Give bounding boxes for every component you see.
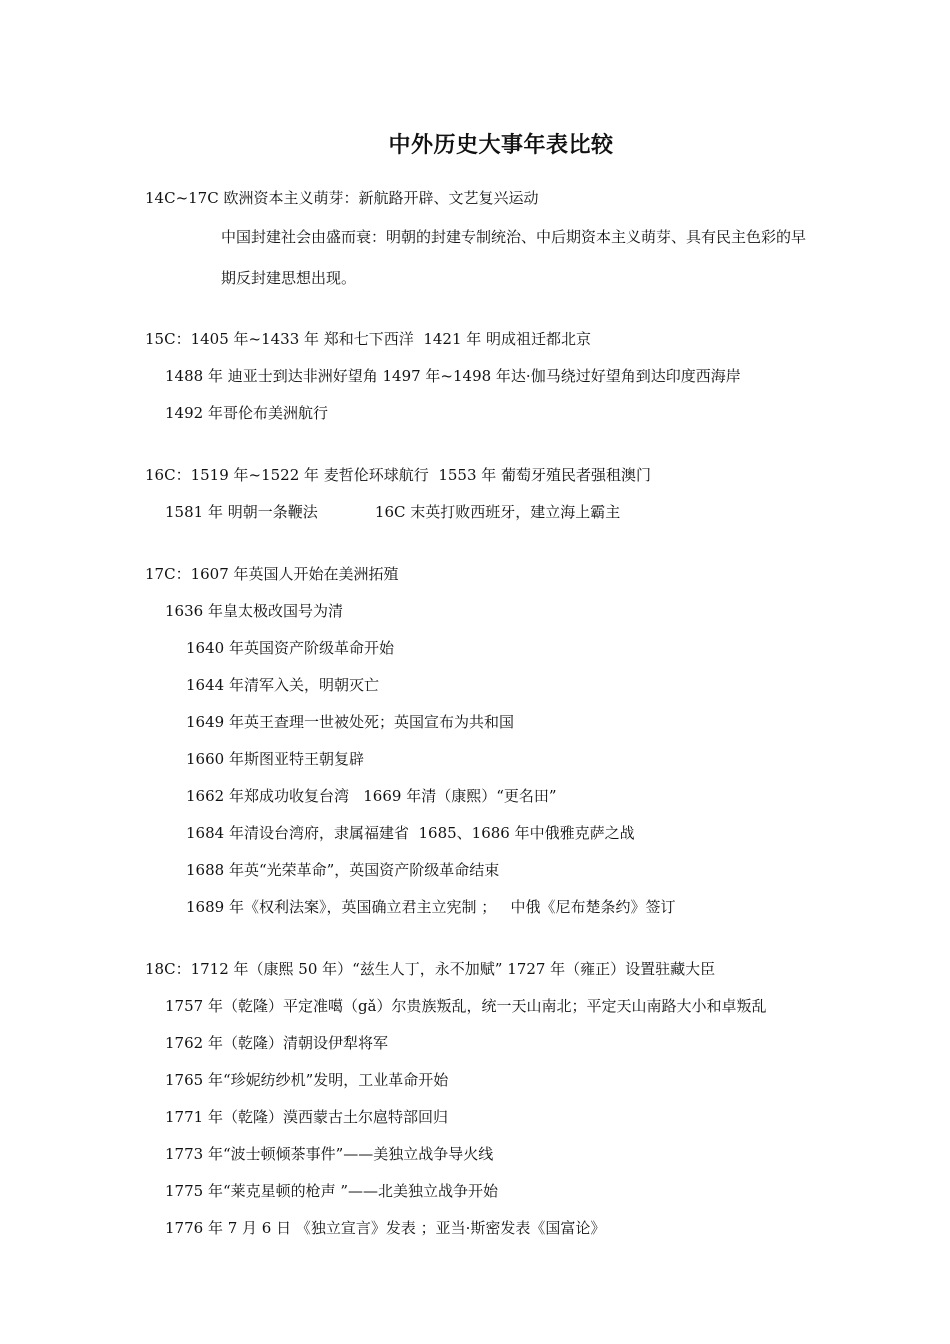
text-line-1649: 1649 年英王查理一世被处死；英国宣布为共和国: [186, 713, 514, 731]
text-line-1488: 1488 年 迪亚士到达非洲好望角 1497 年~1498 年达·伽马绕过好望角到达印度西海岸: [165, 367, 741, 385]
text-line-1689: 1689 年《权利法案》，英国确立君主立宪制 ； 中俄《尼布楚条约》签订: [186, 898, 676, 916]
text-line-1688: 1688 年英“光荣革命”，英国资产阶级革命结束: [186, 861, 500, 879]
text-line-1492: 1492 年哥伦布美洲航行: [165, 404, 328, 422]
text-line-1757: 1757 年（乾隆）平定准噶（gǎ）尔贵族叛乱，统一天山南北；平定天山南路大小和卓叛乱: [165, 997, 767, 1015]
text-line-1765: 1765 年“珍妮纺纱机”发明，工业革命开始: [165, 1071, 449, 1089]
text-line-1775: 1775 年“莱克星顿的枪声 ”——北美独立战争开始: [165, 1182, 499, 1200]
text-line-14c-17c: 14C~17C 欧洲资本主义萌芽：新航路开辟、文艺复兴运动: [145, 189, 539, 207]
text-line-1762: 1762 年（乾隆）清朝设伊犁将军: [165, 1034, 388, 1052]
text-line-1660: 1660 年斯图亚特王朝复辟: [186, 750, 364, 768]
text-line-1581: 1581 年 明朝一条鞭法 16C 末英打败西班牙，建立海上霸主: [165, 503, 621, 521]
text-line-1662: 1662 年郑成功收复台湾 1669 年清（康熙）“更名田”: [186, 787, 557, 805]
text-line-17c: 17C：1607 年英国人开始在美洲拓殖: [145, 565, 399, 583]
text-line-1771: 1771 年（乾隆）漠西蒙古土尔扈特部回归: [165, 1108, 448, 1126]
text-line-1644: 1644 年清军入关，明朝灭亡: [186, 676, 379, 694]
text-line-china-feudal: 中国封建社会由盛而衰：明朝的封建专制统治、中后期资本主义萌芽、具有民主色彩的早: [221, 228, 807, 246]
text-line-16c: 16C：1519 年~1522 年 麦哲伦环球航行 1553 年 葡萄牙殖民者强租澳门: [145, 466, 652, 484]
text-line-1640: 1640 年英国资产阶级革命开始: [186, 639, 394, 657]
text-line-1773: 1773 年“波士顿倾茶事件”——美独立战争导火线: [165, 1145, 494, 1163]
text-line-15c: 15C：1405 年~1433 年 郑和七下西洋 1421 年 明成祖迁都北京: [145, 330, 592, 348]
text-line-china-feudal-cont: 期反封建思想出现。: [221, 269, 357, 287]
text-line-1636: 1636 年皇太极改国号为清: [165, 602, 343, 620]
page-title: 中外历史大事年表比较: [388, 133, 614, 158]
text-line-1776: 1776 年 7 月 6 日 《独立宣言》发表 ；亚当·斯密发表《国富论》: [165, 1219, 606, 1237]
text-line-18c: 18C：1712 年（康熙 50 年）“兹生人丁，永不加赋” 1727 年（雍正）设置驻藏大臣: [145, 960, 716, 978]
text-line-1684: 1684 年清设台湾府，隶属福建省 1685、1686 年中俄雅克萨之战: [186, 824, 635, 842]
